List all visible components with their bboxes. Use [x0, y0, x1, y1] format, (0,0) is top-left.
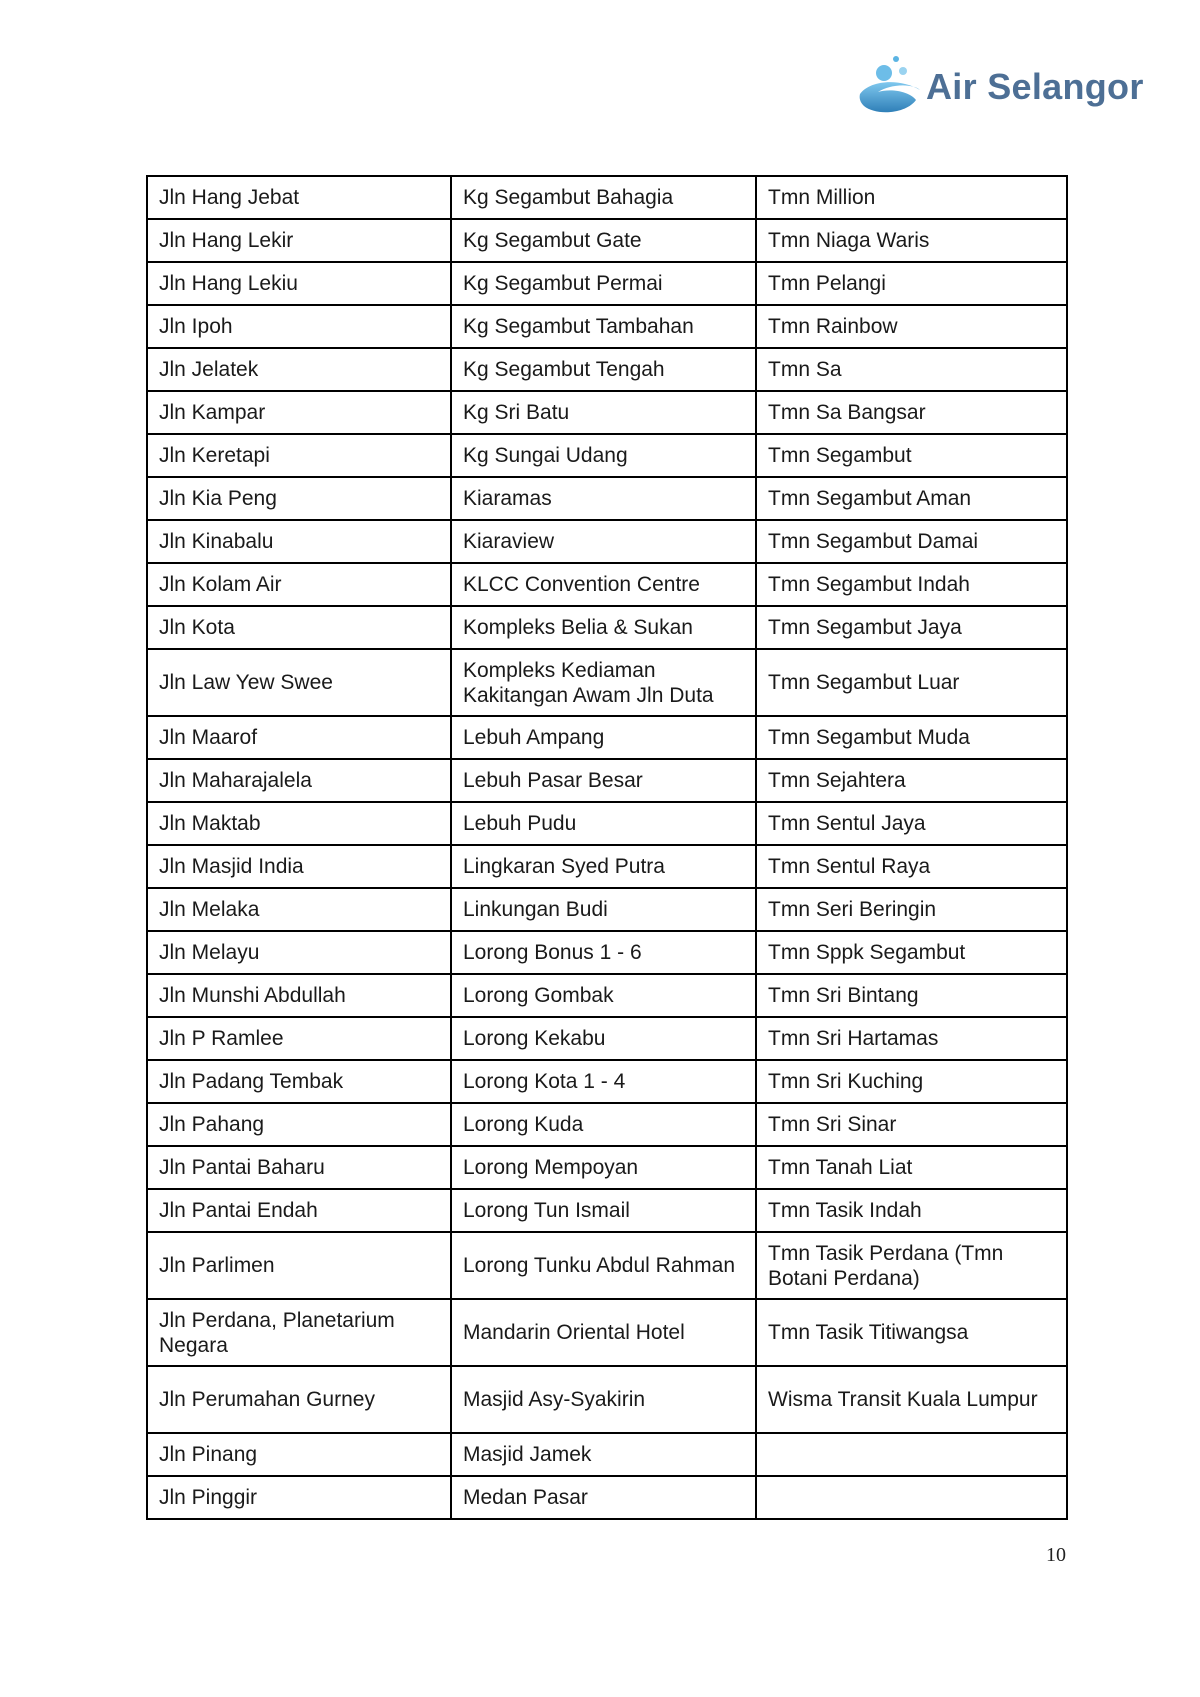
- table-cell: Tmn Sa: [756, 348, 1067, 391]
- table-cell: Tmn Sppk Segambut: [756, 931, 1067, 974]
- table-cell: Masjid Jamek: [451, 1433, 756, 1476]
- table-cell: Tmn Sentul Raya: [756, 845, 1067, 888]
- table-cell: Kg Sungai Udang: [451, 434, 756, 477]
- table-cell: Kompleks Belia & Sukan: [451, 606, 756, 649]
- table-row: [147, 434, 1067, 477]
- table-cell: Tmn Segambut Aman: [756, 477, 1067, 520]
- table-row: [147, 1299, 1067, 1366]
- table-row: [147, 1189, 1067, 1232]
- table-row: [147, 649, 1067, 716]
- page-number: 10: [1046, 1544, 1066, 1566]
- table-cell: Lorong Mempoyan: [451, 1146, 756, 1189]
- table-cell: Lorong Tun Ismail: [451, 1189, 756, 1232]
- table-cell: Jln Maarof: [147, 716, 451, 759]
- table-cell: Jln Maktab: [147, 802, 451, 845]
- table-row: [147, 606, 1067, 649]
- table-cell: Jln Munshi Abdullah: [147, 974, 451, 1017]
- table-cell: Medan Pasar: [451, 1476, 756, 1519]
- table-cell: Tmn Segambut: [756, 434, 1067, 477]
- table-cell: Kg Segambut Tengah: [451, 348, 756, 391]
- table-row: [147, 1103, 1067, 1146]
- table-cell: Lebuh Pasar Besar: [451, 759, 756, 802]
- table-cell: Lorong Kota 1 - 4: [451, 1060, 756, 1103]
- table-row: [147, 219, 1067, 262]
- table-cell: Jln Perumahan Gurney: [147, 1366, 451, 1433]
- table-cell: Jln Kota: [147, 606, 451, 649]
- table-cell: Jln Hang Jebat: [147, 176, 451, 219]
- table-cell: Tmn Segambut Damai: [756, 520, 1067, 563]
- table-cell: Kg Segambut Gate: [451, 219, 756, 262]
- table-cell: Tmn Sri Kuching: [756, 1060, 1067, 1103]
- table-cell: Tmn Rainbow: [756, 305, 1067, 348]
- table-cell: Jln Perdana, Planetarium Negara: [147, 1299, 451, 1366]
- table-cell: Jln Kampar: [147, 391, 451, 434]
- table-cell: Lorong Kekabu: [451, 1017, 756, 1060]
- table-row: [147, 520, 1067, 563]
- table-cell: Jln Parlimen: [147, 1232, 451, 1299]
- logo-wordmark: Air Selangor: [926, 66, 1144, 107]
- table-cell: Tmn Pelangi: [756, 262, 1067, 305]
- table-cell: Jln Melayu: [147, 931, 451, 974]
- table-row: [147, 1476, 1067, 1519]
- table-cell: Lorong Kuda: [451, 1103, 756, 1146]
- table-row: [147, 974, 1067, 1017]
- table-cell: Tmn Sri Sinar: [756, 1103, 1067, 1146]
- table-cell: Jln Law Yew Swee: [147, 649, 451, 716]
- water-drop-wave-icon: [858, 50, 928, 124]
- table-row: [147, 176, 1067, 219]
- table-cell: Kg Segambut Tambahan: [451, 305, 756, 348]
- table-cell: Tmn Sejahtera: [756, 759, 1067, 802]
- table-cell: Jln Ipoh: [147, 305, 451, 348]
- table-cell: Lorong Tunku Abdul Rahman: [451, 1232, 756, 1299]
- table-cell: Tmn Sa Bangsar: [756, 391, 1067, 434]
- table-row: [147, 1017, 1067, 1060]
- table-cell: Tmn Sri Hartamas: [756, 1017, 1067, 1060]
- area-list-table: [146, 175, 1068, 1520]
- table-cell: Linkungan Budi: [451, 888, 756, 931]
- table-cell: Tmn Niaga Waris: [756, 219, 1067, 262]
- table-row: [147, 802, 1067, 845]
- table-cell: Jln Kolam Air: [147, 563, 451, 606]
- table-cell: Lebuh Ampang: [451, 716, 756, 759]
- table-cell: Wisma Transit Kuala Lumpur: [756, 1366, 1067, 1433]
- table-cell: Lebuh Pudu: [451, 802, 756, 845]
- table-cell: Kg Segambut Permai: [451, 262, 756, 305]
- table-cell: [756, 1476, 1067, 1519]
- table-cell: Tmn Tasik Indah: [756, 1189, 1067, 1232]
- table-cell: Jln Maharajalela: [147, 759, 451, 802]
- table-row: [147, 759, 1067, 802]
- table-row: [147, 262, 1067, 305]
- table-cell: Jln Hang Lekir: [147, 219, 451, 262]
- air-selangor-logo: [858, 50, 1158, 124]
- table-cell: Jln Pantai Baharu: [147, 1146, 451, 1189]
- table-cell: Jln Melaka: [147, 888, 451, 931]
- table-row: [147, 305, 1067, 348]
- table-cell: Jln Kinabalu: [147, 520, 451, 563]
- table-row: [147, 477, 1067, 520]
- table-cell: Jln Padang Tembak: [147, 1060, 451, 1103]
- table-cell: Masjid Asy-Syakirin: [451, 1366, 756, 1433]
- table-cell: Jln P Ramlee: [147, 1017, 451, 1060]
- table-cell: Tmn Tasik Titiwangsa: [756, 1299, 1067, 1366]
- table-cell: Kiaramas: [451, 477, 756, 520]
- table-cell: Mandarin Oriental Hotel: [451, 1299, 756, 1366]
- table-cell: Jln Kia Peng: [147, 477, 451, 520]
- table-row: [147, 1366, 1067, 1433]
- table-cell: Tmn Segambut Jaya: [756, 606, 1067, 649]
- table-cell: Tmn Segambut Muda: [756, 716, 1067, 759]
- table-row: [147, 845, 1067, 888]
- table-cell: Tmn Segambut Luar: [756, 649, 1067, 716]
- table-row: [147, 1232, 1067, 1299]
- table-cell: Kompleks Kediaman Kakitangan Awam Jln Duta: [451, 649, 756, 716]
- table-cell: Tmn Sentul Jaya: [756, 802, 1067, 845]
- table-cell: Jln Keretapi: [147, 434, 451, 477]
- table-cell: Tmn Sri Bintang: [756, 974, 1067, 1017]
- table-cell: Jln Hang Lekiu: [147, 262, 451, 305]
- table-cell: Jln Pantai Endah: [147, 1189, 451, 1232]
- table-row: [147, 888, 1067, 931]
- table-cell: Kiaraview: [451, 520, 756, 563]
- table-cell: Jln Pinang: [147, 1433, 451, 1476]
- table-cell: Tmn Seri Beringin: [756, 888, 1067, 931]
- table-cell: Jln Pinggir: [147, 1476, 451, 1519]
- table-row: [147, 563, 1067, 606]
- table-cell: Tmn Million: [756, 176, 1067, 219]
- table-cell: KLCC Convention Centre: [451, 563, 756, 606]
- table-cell: Tmn Tasik Perdana (Tmn Botani Perdana): [756, 1232, 1067, 1299]
- table-cell: Tmn Segambut Indah: [756, 563, 1067, 606]
- table-cell: Jln Jelatek: [147, 348, 451, 391]
- table-cell: Lorong Gombak: [451, 974, 756, 1017]
- table-row: [147, 931, 1067, 974]
- table-row: [147, 348, 1067, 391]
- table-cell: Kg Segambut Bahagia: [451, 176, 756, 219]
- table-row: [147, 1146, 1067, 1189]
- table-cell: Kg Sri Batu: [451, 391, 756, 434]
- table-cell: Lorong Bonus 1 - 6: [451, 931, 756, 974]
- table-cell: Jln Masjid India: [147, 845, 451, 888]
- table-cell: [756, 1433, 1067, 1476]
- table-cell: Tmn Tanah Liat: [756, 1146, 1067, 1189]
- table-row: [147, 1433, 1067, 1476]
- table-row: [147, 1060, 1067, 1103]
- table-cell: Jln Pahang: [147, 1103, 451, 1146]
- table-row: [147, 716, 1067, 759]
- table-row: [147, 391, 1067, 434]
- table-cell: Lingkaran Syed Putra: [451, 845, 756, 888]
